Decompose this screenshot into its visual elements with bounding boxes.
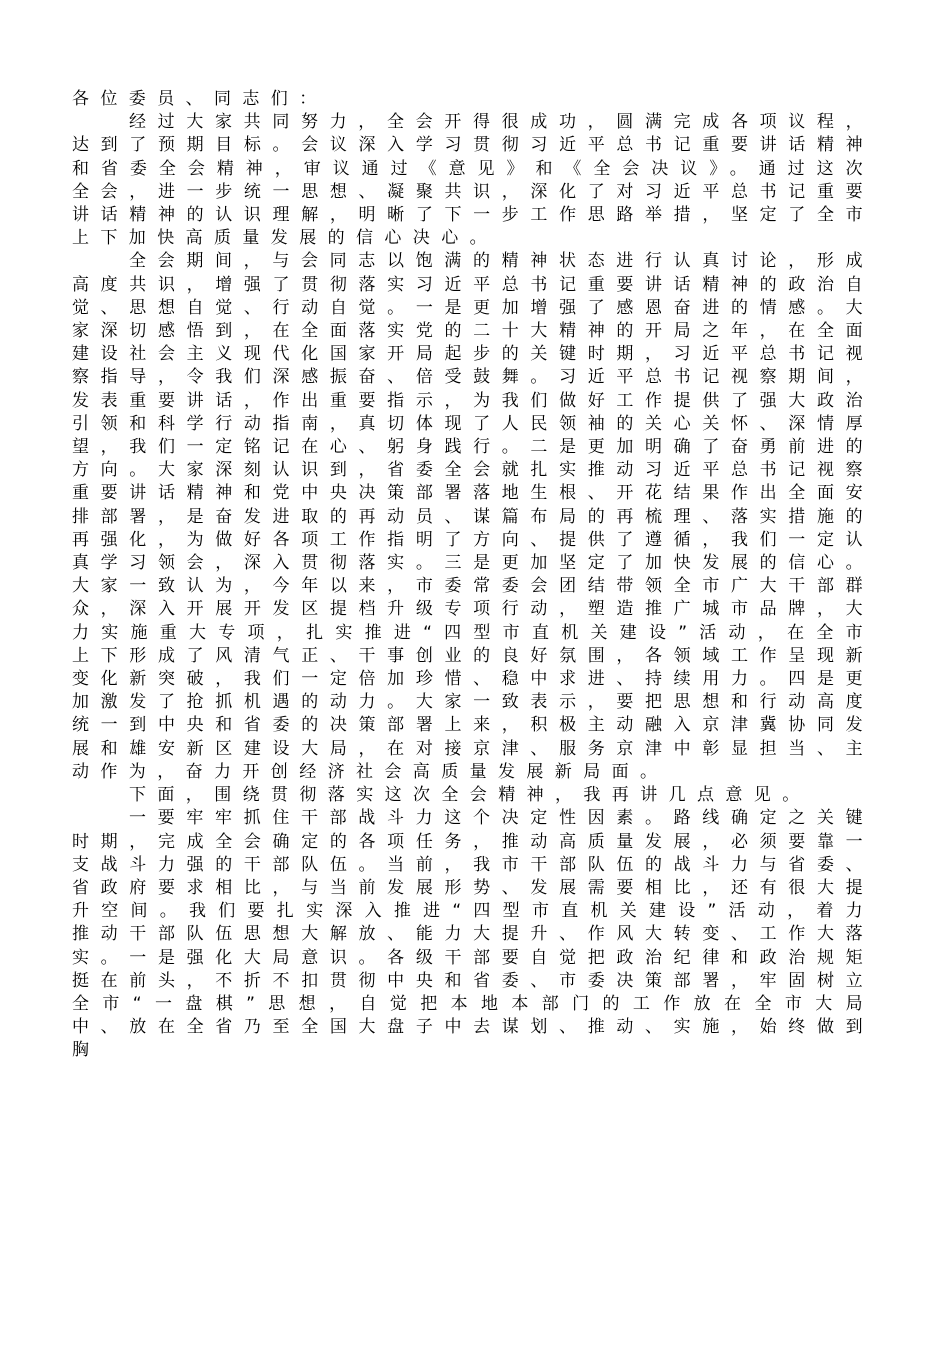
paragraph-1: 经过大家共同努力，全会开得很成功，圆满完成各项议程，达到了预期目标。会议深入学习贯彻习近平总书记重要讲话精神和省委全会精神，审议通过《意见》和《全会决议》。通过这次全会，进一步统一思想、凝聚共识，深化了对习近平总书记重要讲话精神的认识理解，明晰了下一步工作思路举措，坚定了全市上下加快高质量发展的信心决心。 (72, 112, 874, 249)
paragraph-4: 一要牢牢抓住干部战斗力这个决定性因素。路线确定之关键时期，完成全会确定的各项任务，推动高质量发展，必须要靠一支战斗力强的干部队伍。当前，我市干部队伍的战斗力与省委、省政府要求相比，与当前发展形势、发展需要相比，还有很大提升空间。我们要扎实深入推进“四型市直机关建设”活动，着力推动干部队伍思想大解放、能力大提升、作风大转变、工作大落实。一是强化大局意识。各级干部要自觉把政治纪律和政治规矩挺在前头，不折不扣贯彻中央和省委、市委决策部署，牢固树立全市“一盘棋”思想，自觉把本地本部门的工作放在全市大局中、放在全省乃至全国大盘子中去谋划、推动、实施，始终做到胸 (72, 808, 874, 1061)
document-page (72, 88, 874, 1063)
paragraph-2: 全会期间，与会同志以饱满的精神状态进行认真讨论，形成高度共识，增强了贯彻落实习近平总书记重要讲话精神的政治自觉、思想自觉、行动自觉。一是更加增强了感恩奋进的情感。大家深切感悟到，在全面落实党的二十大精神的开局之年，在全面建设社会主义现代化国家开局起步的关键时期，习近平总书记视察指导，令我们深感振奋、倍受鼓舞。习近平总书记视察期间，发表重要讲话，作出重要指示，为我们做好工作提供了强大政治引领和科学行动指南，真切体现了人民领袖的关心关怀、深情厚望，我们一定铭记在心、躬身践行。二是更加明确了奋勇前进的方向。大家深刻认识到，省委全会就扎实推动习近平总书记视察重要讲话精神和党中央决策部署落地生根、开花结果作出全面安排部署，是奋发进取的再动员、谋篇布局的再梳理、落实措施的再强化，为做好各项工作指明了方向、提供了遵循，我们一定认真学习领会，深入贯彻落实。三是更加坚定了加快发展的信心。大家一致认为，今年以来，市委常委会团结带领全市广大干部群众，深入开展开发区提档升级专项行动，塑造推广城市品牌，大力实施重大专项，扎实推进“四型市直机关建设”活动，在全市上下形成了风清气正、干事创业的良好氛围，各领域工作呈现新变化新突破，我们一定倍加珍惜、稳中求进、持续用力。四是更加激发了抢抓机遇的动力。大家一致表示，要把思想和行动高度统一到中央和省委的决策部署上来，积极主动融入京津冀协同发展和雄安新区建设大局，在对接京津、服务京津中彰显担当、主动作为，奋力开创经济社会高质量发展新局面。 (72, 251, 874, 782)
salutation: 各位委员、同志们： (72, 89, 328, 109)
paragraph-3: 下面，围绕贯彻落实这次全会精神，我再讲几点意见。 (129, 785, 811, 806)
